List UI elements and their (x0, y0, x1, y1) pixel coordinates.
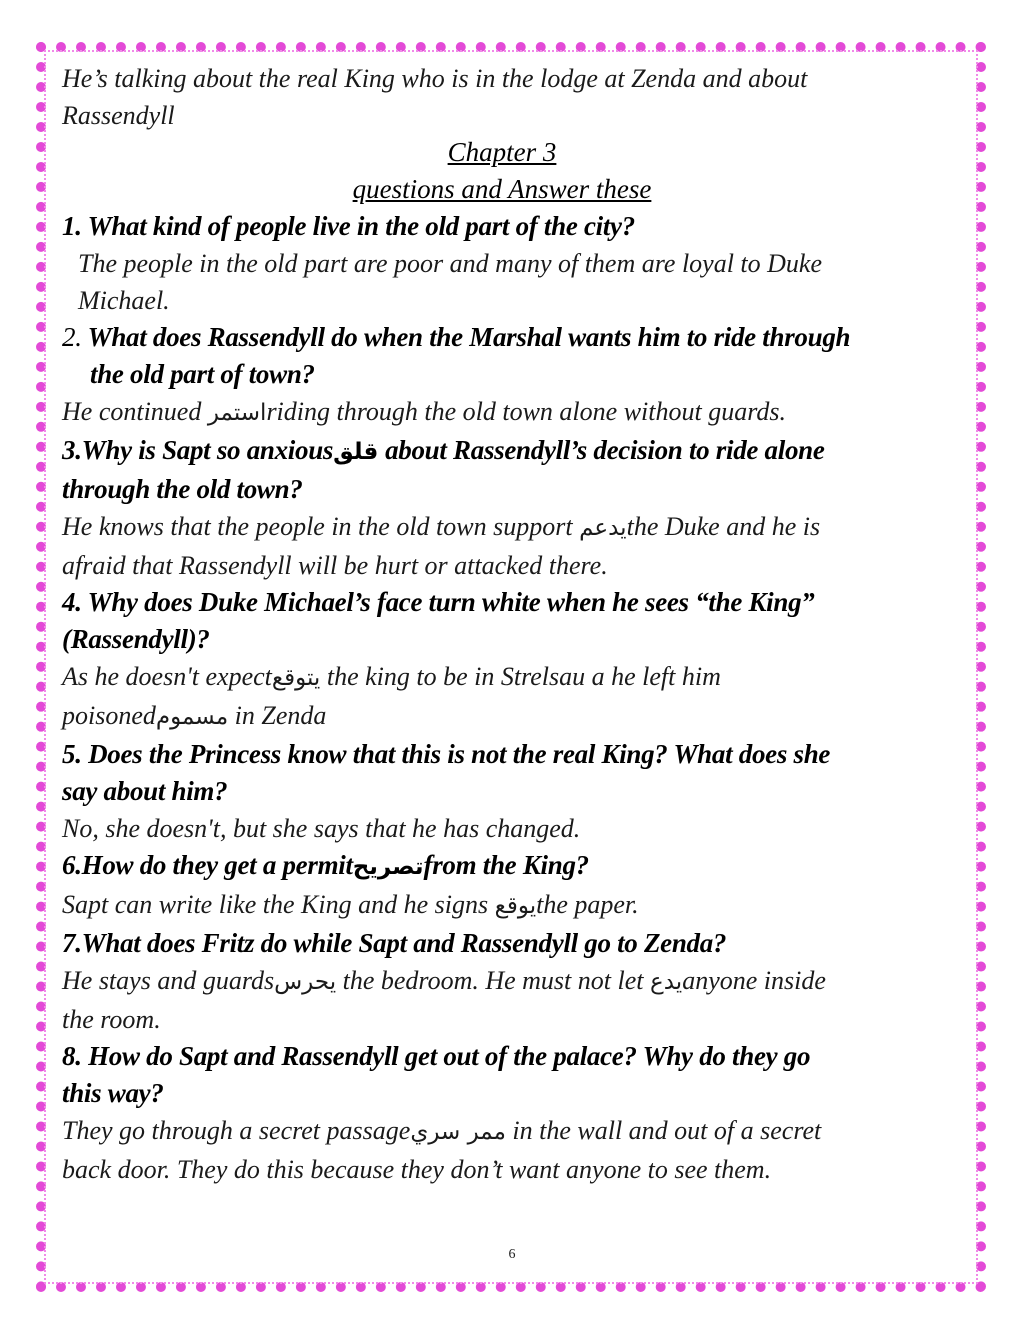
question-6-arabic: تصريح (352, 854, 424, 880)
answer-2-arabic: استمر (207, 400, 267, 426)
question-2 (62, 319, 942, 393)
chapter-title: Chapter 3 (447, 137, 557, 167)
answer-6-text-b: the paper. (536, 890, 639, 919)
question-1: 1. What kind of people live in the old part of the city? (62, 211, 635, 241)
question-7: 7.What does Fritz do while Sapt and Rassendyll go to Zenda? (62, 928, 727, 958)
intro-paragraph (62, 60, 942, 134)
answer-3-text-b: the Duke and he is (626, 512, 821, 541)
answer-4-text-d: in Zenda (228, 701, 327, 730)
answer-6-arabic: يوقع (494, 893, 537, 919)
answer-2 (62, 393, 942, 432)
answer-6 (62, 886, 942, 925)
question-6-text-a: 6.How do they get a permit (62, 850, 353, 880)
answer-7-text-a: He stays and guards (62, 966, 275, 995)
question-3-text-a: 3.Why is Sapt so anxious (62, 435, 334, 465)
answer-7-line-2: the room. (62, 1005, 161, 1034)
answer-4-arabic: يتوقع (271, 665, 321, 691)
answer-1-line-2: Michael. (78, 286, 170, 315)
answer-8-text-a: They go through a secret passage (62, 1116, 411, 1145)
question-3-arabic: قلق (333, 439, 379, 465)
answer-1-line-1: The people in the old part are poor and many of them are loyal to Duke (78, 249, 823, 278)
answer-2-text-a: He continued (62, 397, 208, 426)
question-4 (62, 584, 942, 658)
intro-line-2: Rassendyll (62, 101, 175, 130)
answer-3-arabic: يدعم (579, 515, 627, 541)
intro-line-1: He’s talking about the real King who is in the lodge at Zenda and about (62, 64, 808, 93)
question-3-line-2: through the old town? (62, 474, 303, 504)
answer-7-text-c: anyone inside (682, 966, 826, 995)
answer-7-text-b: the bedroom. He must not let (336, 966, 650, 995)
question-8-line-2: this way? (62, 1078, 164, 1108)
question-2-number: 2. (62, 322, 82, 352)
answer-7-arabic-2: يدع (650, 969, 683, 995)
question-5-line-1: 5. Does the Princess know that this is not the real King? What does she (62, 739, 831, 769)
answer-8-arabic: ممر سري (410, 1119, 506, 1145)
answer-2-text-b: riding through the old town alone without guards. (266, 397, 786, 426)
document-body (62, 60, 942, 1188)
answer-8-line-2: back door. They do this because they don’t want anyone to see them. (62, 1155, 772, 1184)
question-3 (62, 432, 942, 508)
answer-1 (62, 245, 942, 319)
answer-4 (62, 658, 942, 736)
question-6 (62, 847, 942, 886)
answer-8-text-b: in the wall and out of a secret (505, 1116, 822, 1145)
answer-4-text-c: poisoned (62, 701, 156, 730)
answer-4-text-a: As he doesn't expect (62, 662, 272, 691)
answer-3-line-2: afraid that Rassendyll will be hurt or attacked there. (62, 551, 608, 580)
section-subtitle: questions and Answer these (352, 174, 652, 204)
page-number: 6 (508, 1247, 516, 1262)
answer-7 (62, 962, 942, 1038)
question-5-line-2: say about him? (62, 776, 228, 806)
question-5 (62, 736, 942, 810)
question-2-line-2: the old part of town? (90, 359, 315, 389)
answer-8 (62, 1112, 942, 1188)
question-4-line-1: 4. Why does Duke Michael’s face turn white when he sees “the King” (62, 587, 815, 617)
answer-7-arabic: يحرس (274, 969, 337, 995)
question-8 (62, 1038, 942, 1112)
answer-4-arabic-2: مسموم (155, 704, 229, 730)
question-2-line-1: What does Rassendyll do when the Marshal wants him to ride through (81, 322, 851, 352)
question-3-text-b: about Rassendyll’s decision to ride alone (378, 435, 825, 465)
question-6-text-b: from the King? (423, 850, 589, 880)
question-8-line-1: 8. How do Sapt and Rassendyll get out of the palace? Why do they go (62, 1041, 811, 1071)
answer-3 (62, 508, 942, 584)
answer-3-text-a: He knows that the people in the old town support (62, 512, 580, 541)
answer-6-text-a: Sapt can write like the King and he signs (62, 890, 495, 919)
answer-5: No, she doesn't, but she says that he has changed. (62, 814, 581, 843)
question-4-line-2: (Rassendyll)? (62, 624, 210, 654)
answer-4-text-b: the king to be in Strelsau a he left him (320, 662, 721, 691)
